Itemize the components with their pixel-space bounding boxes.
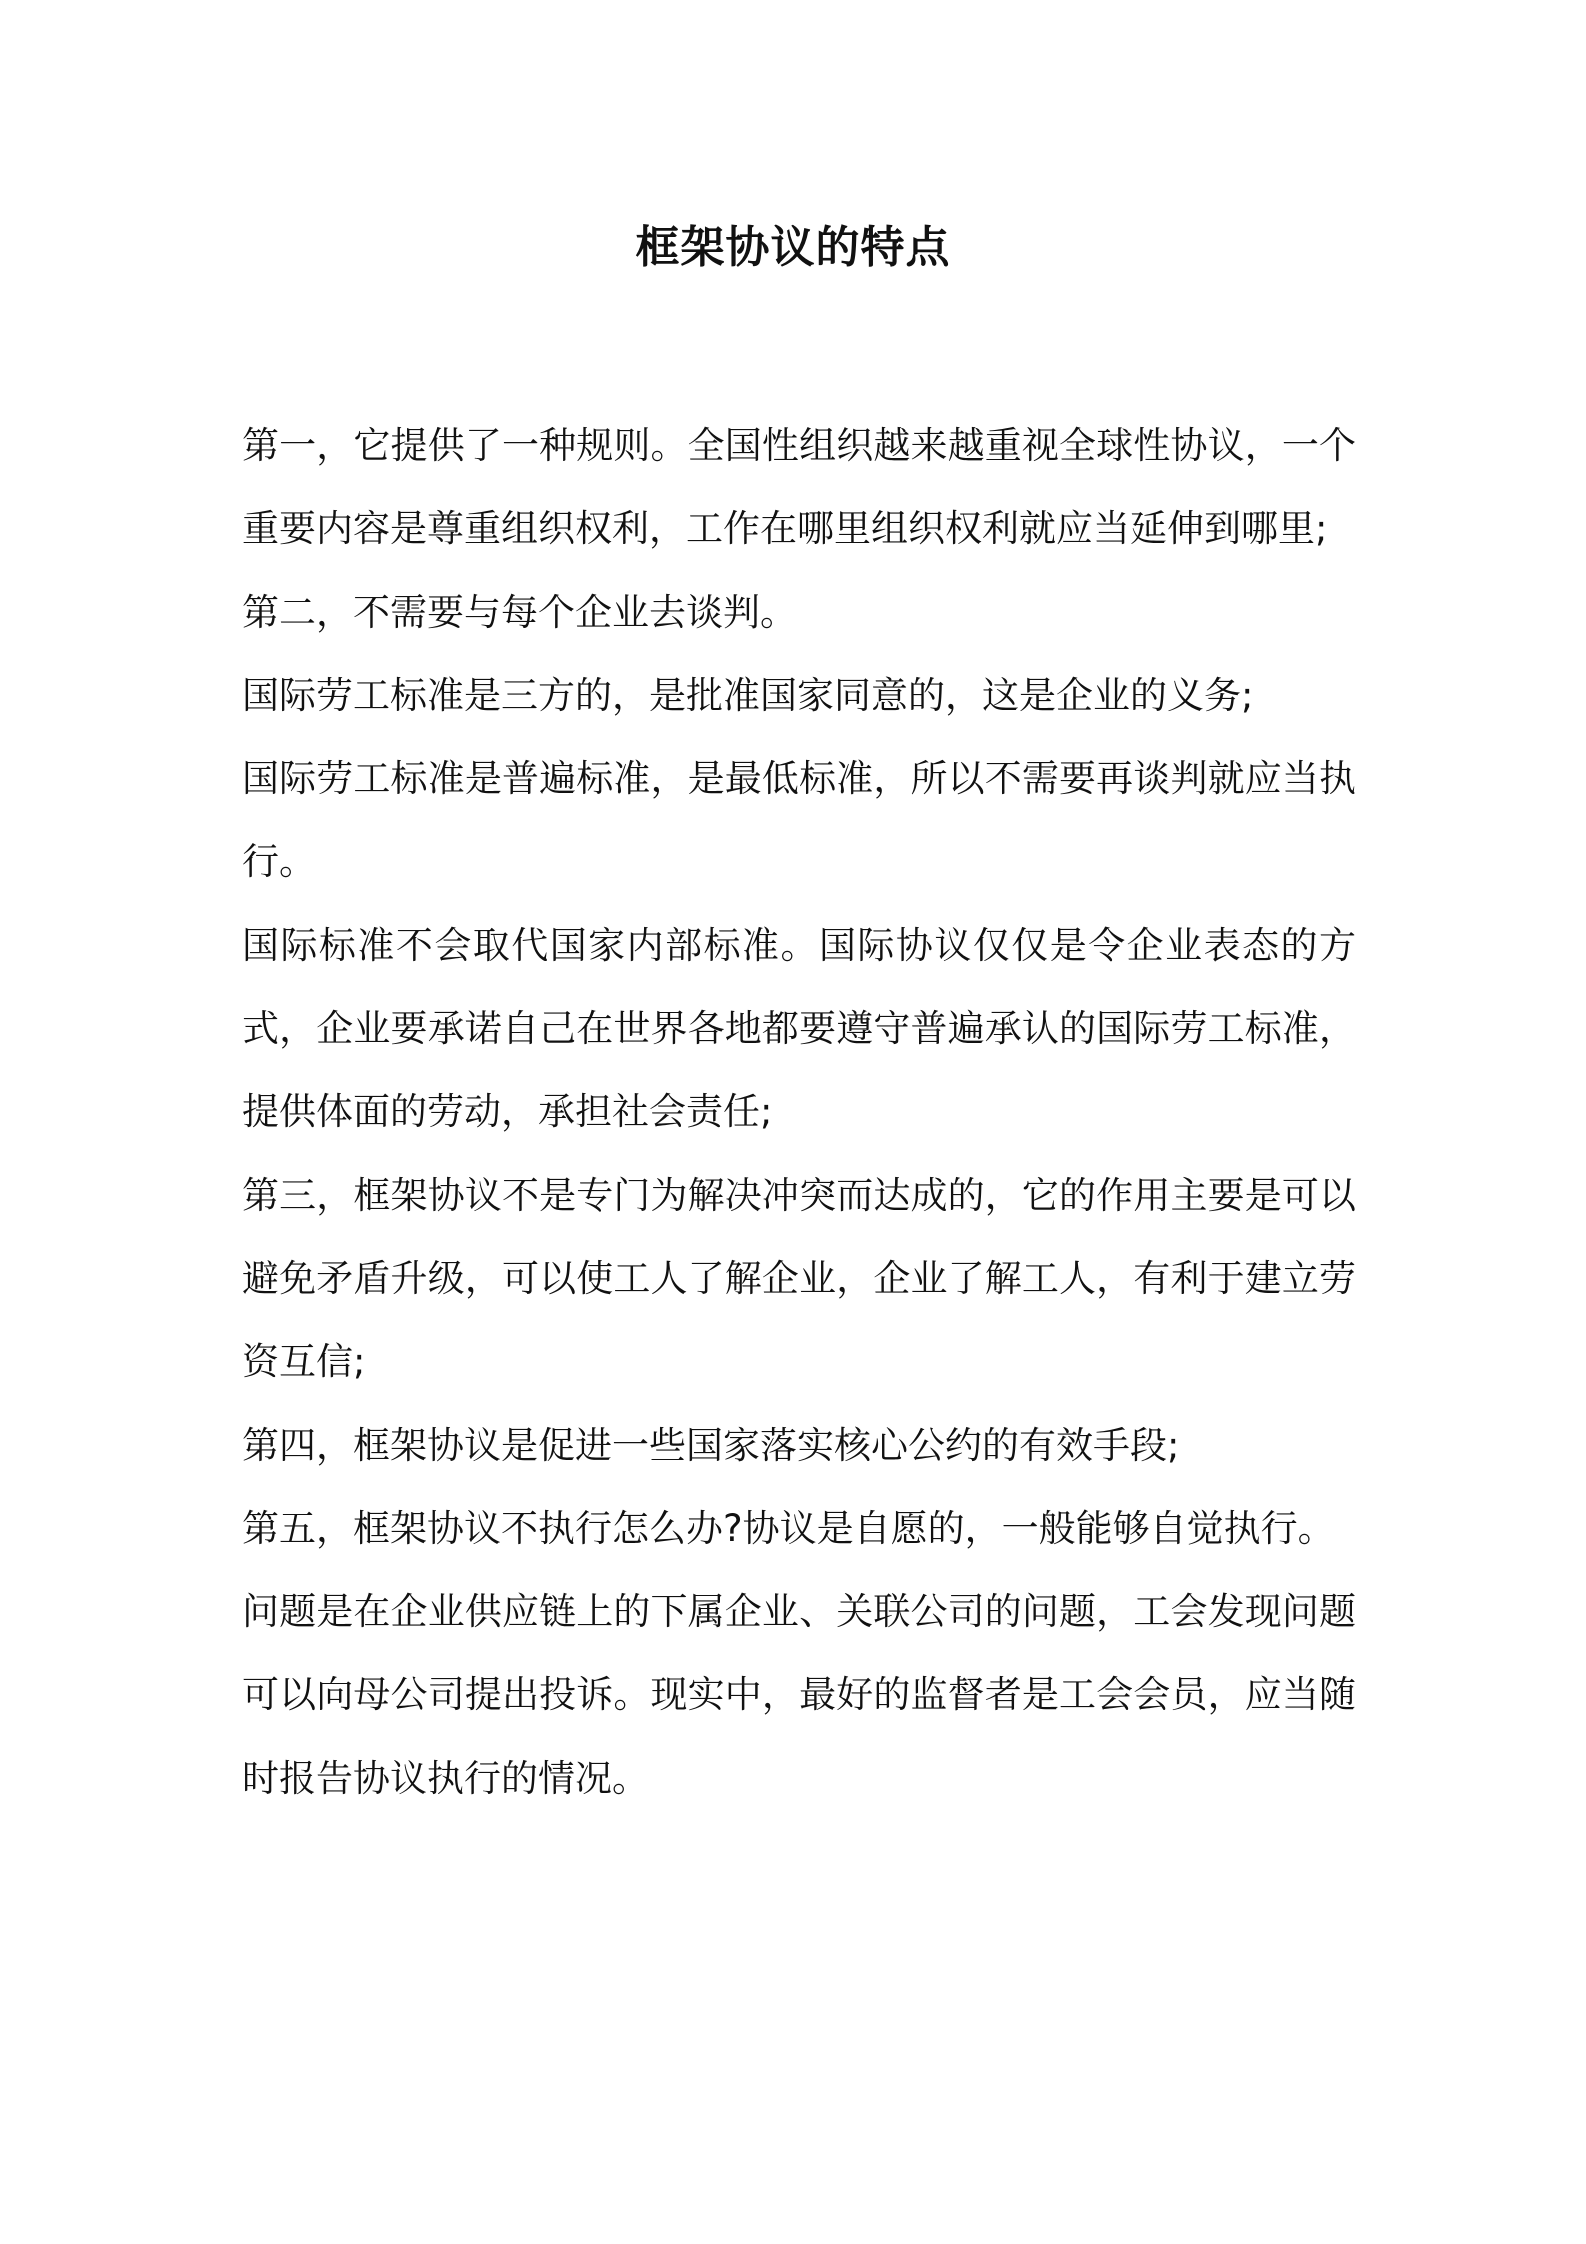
paragraph-3: 国际劳工标准是三方的，是批准国家同意的，这是企业的义务; bbox=[242, 673, 1254, 717]
paragraph-9: 问题是在企业供应链上的下属企业、关联公司的问题，工会发现问题可以向母公司提出投诉。现实中，最好的监督者是工会会员，应当随时报告协议执行的情况。 bbox=[242, 1590, 1356, 1800]
paragraph-2: 第二，不需要与每个企业去谈判。 bbox=[242, 590, 797, 634]
paragraph-1: 第一，它提供了一种规则。全国性组织越来越重视全球性协议，一个重要内容是尊重组织权利，工作在哪里组织权利就应当延伸到哪里; bbox=[242, 424, 1356, 551]
paragraph-6: 第三，框架协议不是专门为解决冲突而达成的，它的作用主要是可以避免矛盾升级，可以使工人了解企业，企业了解工人，有利于建立劳资互信; bbox=[242, 1173, 1356, 1384]
paragraph-4: 国际劳工标准是普遍标准，是最低标准，所以不需要再谈判就应当执行。 bbox=[242, 757, 1356, 884]
paragraph-7: 第四，框架协议是促进一些国家落实核心公约的有效手段; bbox=[242, 1423, 1180, 1467]
document-body bbox=[242, 404, 1356, 1820]
document-title: 框架协议的特点 bbox=[635, 222, 951, 273]
paragraph-5: 国际标准不会取代国家内部标准。国际协议仅仅是令企业表态的方式，企业要承诺自己在世界各地都要遵守普遍承认的国际劳工标准，提供体面的劳动，承担社会责任; bbox=[242, 923, 1356, 1134]
paragraph-8: 第五，框架协议不执行怎么办?协议是自愿的，一般能够自觉执行。 bbox=[242, 1506, 1335, 1550]
